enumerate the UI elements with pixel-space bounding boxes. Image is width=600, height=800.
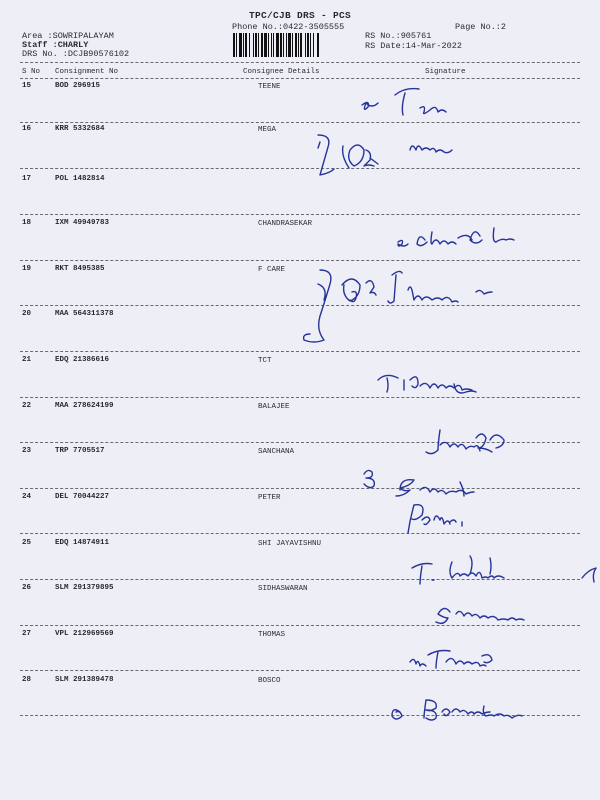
row-sno: 27	[22, 630, 32, 638]
signature-row-24	[408, 505, 462, 533]
row-consignment-number: RKT 8495385	[55, 265, 105, 273]
row-consignee-name: CHANDRASEKAR	[258, 220, 313, 228]
row-separator	[20, 488, 580, 489]
row-sno: 28	[22, 676, 32, 684]
row-consignee-name: THOMAS	[258, 631, 286, 639]
row-consignee-name: BOSCO	[258, 677, 281, 685]
staff-label: Staff :CHARLY	[22, 40, 89, 50]
row-consignment-number: POL 1482814	[55, 175, 105, 183]
row-consignment-number: MAA 564311378	[55, 310, 114, 318]
signature-row-26	[436, 608, 524, 623]
row-consignment-number: IXM 49949783	[55, 219, 110, 227]
drs-number: DRS No. :DCJB90576102	[22, 49, 130, 59]
signature-row-15	[362, 89, 446, 115]
row-separator	[20, 533, 580, 534]
row-separator	[20, 579, 580, 580]
row-separator	[20, 351, 580, 352]
row-sno: 23	[22, 447, 32, 455]
page-number: Page No.:2	[455, 22, 507, 32]
row-sno: 21	[22, 356, 32, 364]
barcode-image	[232, 33, 357, 57]
row-separator	[20, 625, 580, 626]
row-separator	[20, 122, 580, 123]
row-consignment-number: EDQ 21386616	[55, 356, 110, 364]
row-consignment-number: TRP 7705517	[55, 447, 105, 455]
row-separator	[20, 168, 580, 169]
column-consignment: Consignment No	[55, 68, 119, 76]
row-consignee-name: SHI JAYAVISHNU	[258, 540, 322, 548]
stray-pen-mark	[582, 568, 596, 582]
row-separator	[20, 397, 580, 398]
column-signature: Signature	[425, 68, 466, 76]
row-sno: 22	[22, 402, 32, 410]
row-sno: 18	[22, 219, 32, 227]
row-sno: 20	[22, 310, 32, 318]
row-consignee-name: SANCHANA	[258, 448, 295, 456]
row-consignee-name: SIDHASWARAN	[258, 585, 308, 593]
row-sno: 24	[22, 493, 32, 501]
signature-row-16-17	[318, 135, 452, 175]
area-label: Area :SOWRIPALAYAM	[22, 31, 114, 41]
row-consignee-name: MEGA	[258, 126, 277, 134]
row-sno: 26	[22, 584, 32, 592]
rs-date: RS Date:14-Mar-2022	[365, 41, 462, 51]
signature-row-27	[410, 651, 492, 669]
row-consignment-number: DEL 70044227	[55, 493, 110, 501]
column-sno: S No	[22, 68, 41, 76]
row-consignment-number: VPL 212969569	[55, 630, 114, 638]
row-sno: 16	[22, 125, 32, 133]
row-separator	[20, 214, 580, 215]
row-consignment-number: EDQ 14874911	[55, 539, 110, 547]
row-separator	[20, 305, 580, 306]
row-separator	[20, 260, 580, 261]
row-consignment-number: MAA 278624199	[55, 402, 114, 410]
row-consignee-name: TEENE	[258, 83, 281, 91]
row-consignment-number: SLM 291389478	[55, 676, 114, 684]
phone-number: Phone No.:0422-3505555	[232, 22, 345, 32]
rs-number: RS No.:905761	[365, 31, 432, 41]
row-separator	[20, 670, 580, 671]
row-consignee-name: PETER	[258, 494, 281, 502]
column-consignee: Consignee Details	[243, 68, 320, 76]
signature-row-18	[398, 228, 514, 246]
signature-row-21	[378, 375, 476, 393]
row-consignment-number: KRR 5332684	[55, 125, 105, 133]
signature-row-23	[364, 470, 474, 496]
row-consignment-number: SLM 291379895	[55, 584, 114, 592]
row-sno: 25	[22, 539, 32, 547]
row-consignment-number: BOD 296915	[55, 82, 101, 90]
row-separator	[20, 442, 580, 443]
row-consignee-name: TCT	[258, 357, 272, 365]
signature-row-19-20	[304, 270, 492, 342]
header-bottom-rule	[20, 78, 580, 79]
row-sno: 19	[22, 265, 32, 273]
document-title: TPC/CJB DRS - PCS	[248, 10, 351, 21]
row-separator	[20, 715, 580, 716]
row-sno: 17	[22, 175, 32, 183]
row-consignee-name: F CARE	[258, 266, 286, 274]
row-consignee-name: BALAJEE	[258, 403, 290, 411]
row-sno: 15	[22, 82, 32, 90]
signature-row-28	[392, 700, 522, 720]
header-top-rule	[20, 62, 580, 63]
